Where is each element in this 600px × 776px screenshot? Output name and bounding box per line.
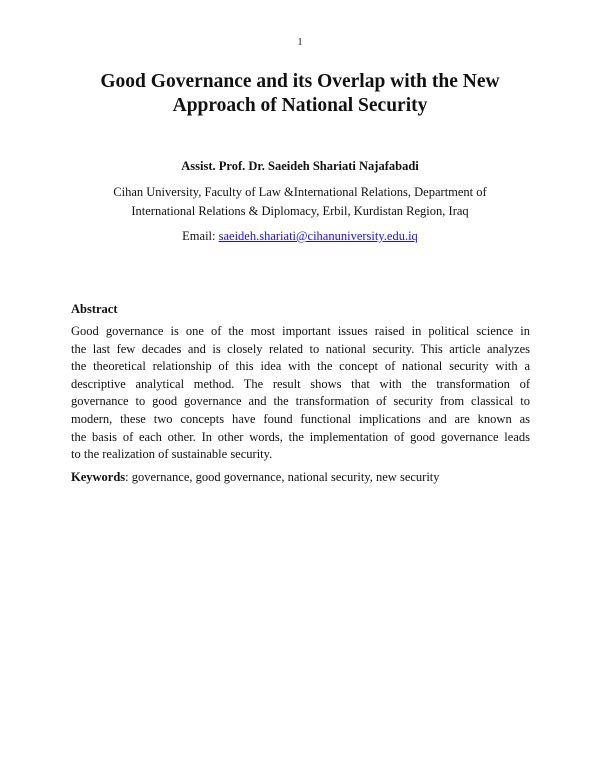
abstract-line: to the realization of sustainable security. bbox=[71, 447, 273, 462]
author-name: Assist. Prof. Dr. Saeideh Shariati Najafabadi bbox=[181, 159, 419, 173]
abstract-body bbox=[71, 323, 530, 464]
author-email bbox=[0, 229, 600, 244]
email-label: Email: bbox=[182, 229, 219, 243]
abstract-line: the theoretical relationship of this idea with the concept of national security with a bbox=[71, 359, 530, 374]
keywords-text: : governance, good governance, national security, new security bbox=[125, 470, 440, 484]
page-number: 1 bbox=[297, 37, 303, 48]
abstract-line: the last few decades and is closely related to national security. This article analyzes bbox=[71, 341, 530, 356]
title-line-2: Approach of National Security bbox=[172, 95, 428, 116]
affiliation-line-2: International Relations & Diplomacy, Erbil, Kurdistan Region, Iraq bbox=[131, 204, 469, 218]
email-link[interactable]: saeideh.shariati@cihanuniversity.edu.iq bbox=[218, 229, 418, 243]
keywords bbox=[71, 470, 530, 485]
paper-title bbox=[60, 70, 540, 118]
author-affiliation bbox=[60, 183, 540, 221]
abstract-line: modern, these two concepts have found functional implications and are known as bbox=[71, 411, 530, 426]
abstract-heading: Abstract bbox=[71, 302, 118, 316]
title-line-1: Good Governance and its Overlap with the New bbox=[100, 71, 500, 92]
keywords-label: Keywords bbox=[71, 470, 126, 484]
abstract-line: the basis of each other. In other words, the implementation of good governance leads bbox=[71, 429, 530, 444]
abstract-line: governance to good governance and the transformation of security from classical to bbox=[71, 394, 530, 409]
abstract-line: Good governance is one of the most important issues raised in political science in bbox=[71, 324, 530, 338]
affiliation-line-1: Cihan University, Faculty of Law &International Relations, Department of bbox=[113, 185, 487, 199]
abstract-line: descriptive analytical method. The result shows that with the transformation of bbox=[71, 376, 530, 391]
